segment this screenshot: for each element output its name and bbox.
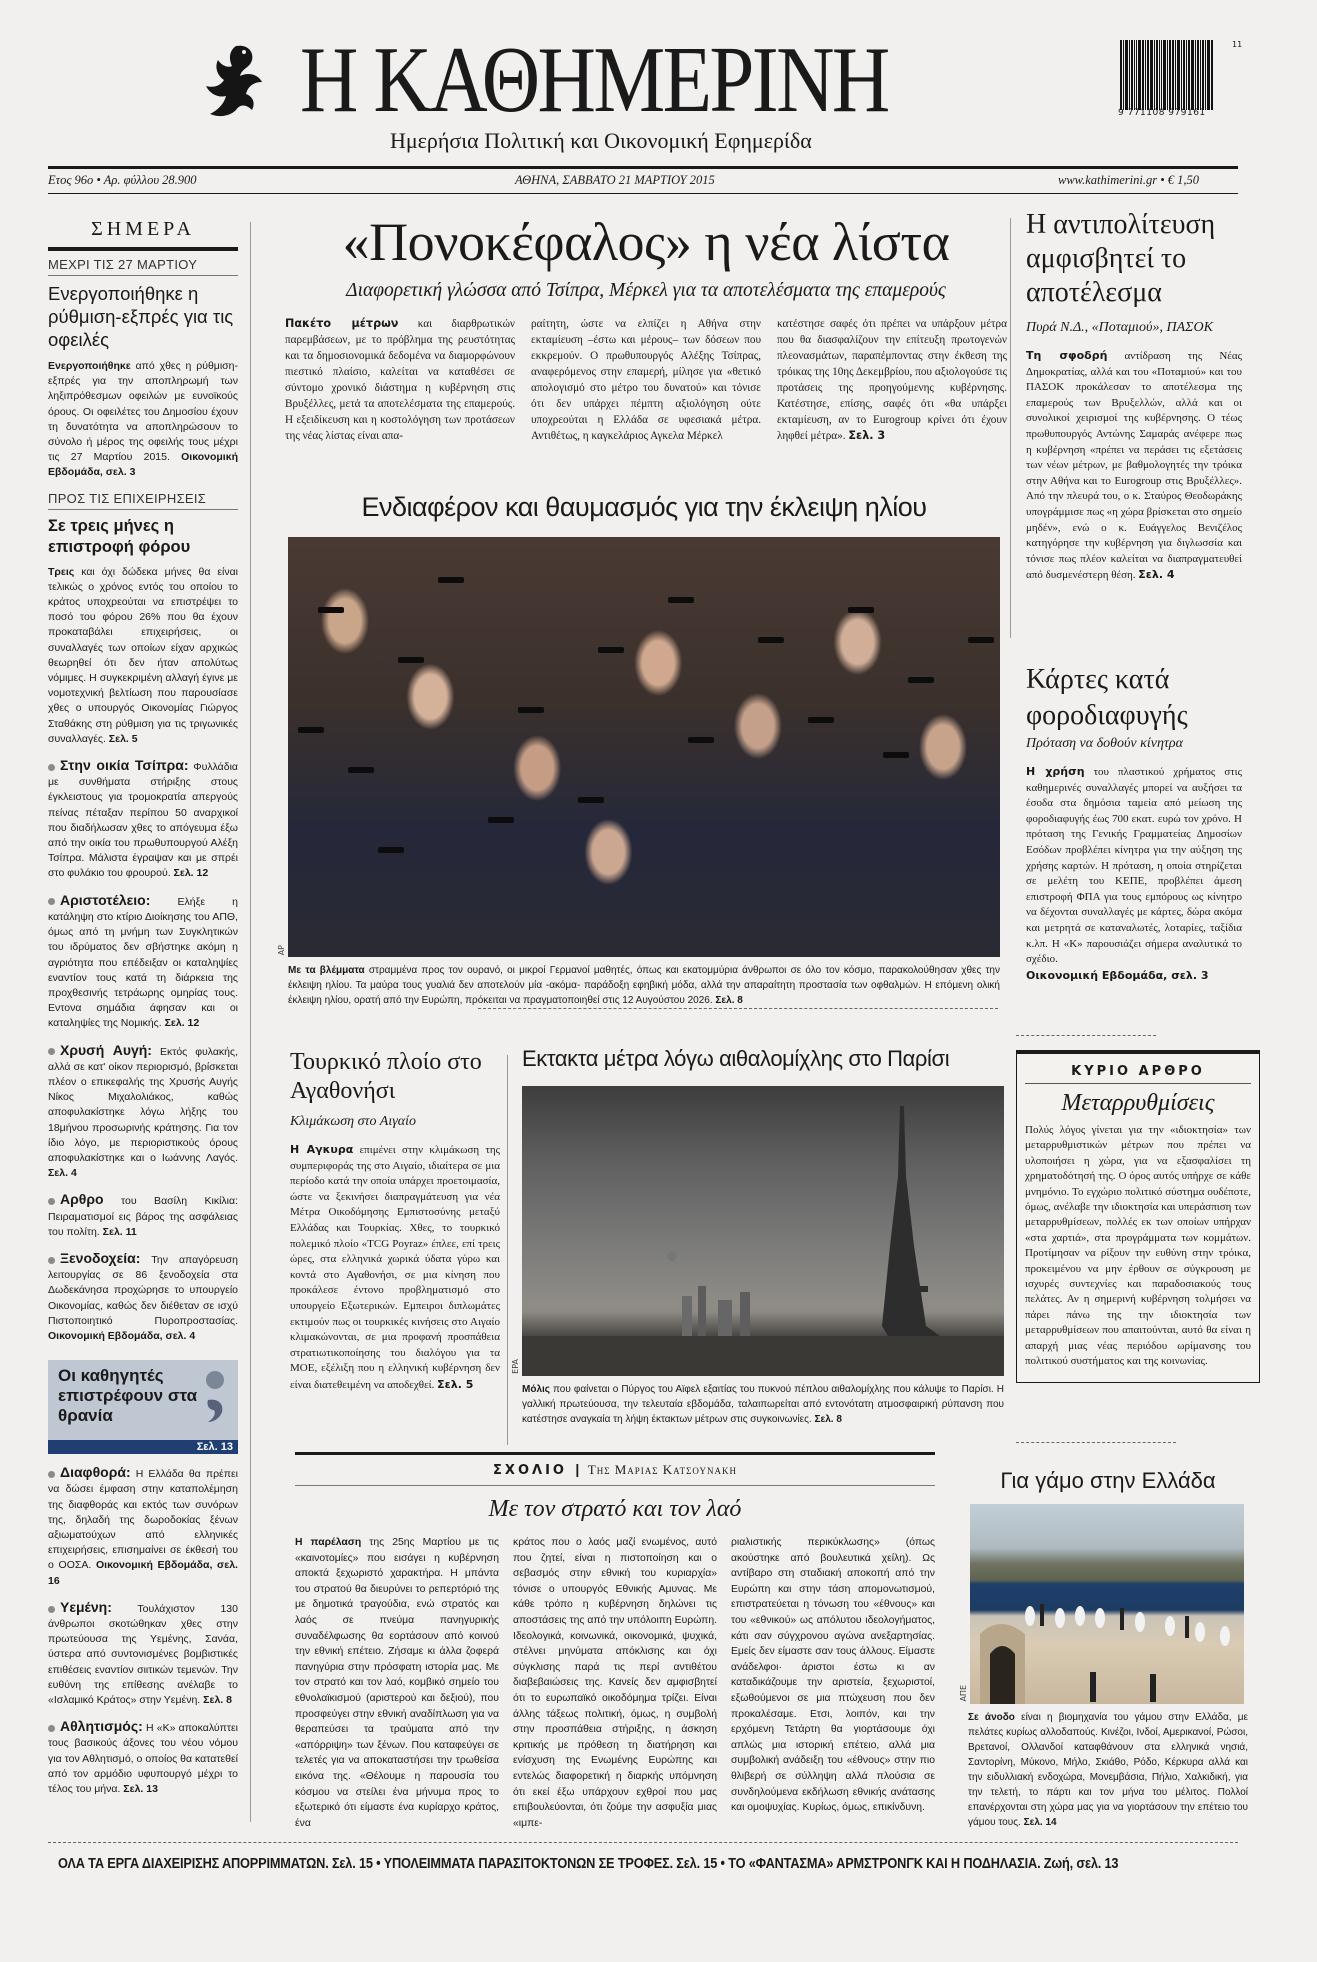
promo-teachers[interactable] <box>48 1360 238 1454</box>
brief-item[interactable]: Υεμένη: Τουλάχιστον 130 άνθρωποι σκοτώθηκαν χθες στην πρωτεύουσα της Υεμένης, Σανάα, ύστερα από συντονισμένες βομβιστικές επιθέσεις εναντίον σιιτικών τεμενών. Την ευθύνη της επίθεσης ανέλαβε το «Ισλαμικό Κράτος» στην Υεμένη. Σελ. 8 <box>48 1598 238 1707</box>
story-body: Η χρήση του πλαστικού χρήματος στις καθημερινές συναλλαγές μπορεί να αυξήσει τα έσοδα στα δημόσια ταμεία από μείωση της φοροδιαφυγής έως 700 εκατ. ευρώ τον χρόνο. Η πρόταση της Γενικής Γραμματείας Δημοσίων Εσόδων προβλέπει κίνητρα για την αύξηση της χρήσης καρτών. Η πρόταση, η οποία στηρίζεται σε μελέτη του ΚΕΠΕ, προβλέπει άμεση επιστροφή ΦΠΑ για τους εμπόρους ως κίνητρο να δέχονται συναλλαγές με κάρτες, δώρα ακόμα και μετρητά σε καταναλωτές, λοταρίες, ταξίδια κ.λπ. Η «Κ» παρουσιάζει σήμερα αναλυτικά το σχέδιο. Οικονομική Εβδομάδα, σελ. 3 <box>1026 765 1242 982</box>
editorial-headline[interactable]: Μεταρρυθμίσεις <box>1061 1090 1215 1116</box>
brief-item[interactable]: Στην οικία Τσίπρα: Φυλλάδια με συνθήματα στήριξης στους έγκλειστους για τρομοκρατία απεργούς πείνας πέταξαν περίπου 50 αναρχικοί που διαδήλωσαν χθες το απόγευμα έξω από την οικία του πρωθυπουργού Αλέξη Τσίπρα. Μάλιστα έγραψαν και με σπρέι στο φυλάκιο του φρουρού. Σελ. 12 <box>48 757 238 880</box>
story-headline[interactable]: Σε τρεις μήνες η επιστροφή φόρου <box>48 516 191 556</box>
story-debt-settlement <box>48 257 238 481</box>
editorial-body: Πολύς λόγος γίνεται για την «ιδιοκτησία» των μεταρρυθμιστικών μέτρων που πρέπει να υλοποιήσει η χώρα, για να εξασφαλίσει τη χρηματοδότησή της. Ο όρος αυτός υπήρχε σε κάθε μνημόνιο. Το εγχώριο πολιτικό σύστημα ουδέποτε, όμως, ανέλαβε την ιδιοκτησία και υπεράσπιση των μεταρρυθμίσεων, πολλές εκ των οποίων υπήρχαν «στα χαρτιά», στα προγράμματα των κομμάτων. Προτίμησαν να ρίξουν την ευθύνη στην τρόικα, προκειμένου να μην έρθουν σε σύγκρουση με ισχυρές συντεχνίες και παραδοσιακούς τους πελάτες. Αν η σημερινή κυβέρνηση τολμήσει να πάρει πάνω της την ιδιοκτησία των μεταρρυθμίσεων που απαιτούνται, αυτό θα είναι η απαρχή μιας νέας περιόδου ωρίμανσης του πολιτικού συστήματος και της κοινωνίας. <box>1025 1124 1251 1368</box>
barcode <box>1120 40 1236 110</box>
section-divider <box>1016 1442 1176 1443</box>
dateline: ΑΘΗΝΑ, ΣΑΒΒΑΤΟ 21 ΜΑΡΤΙΟΥ 2015 <box>515 173 715 187</box>
kicker: ΠΡΟΣ ΤΙΣ ΕΠΙΧΕΙΡΗΣΕΙΣ <box>48 491 238 510</box>
bullet-icon <box>48 1048 55 1055</box>
story-headline[interactable]: Τουρκικό πλοίο στο Αγαθονήσι <box>290 1049 482 1104</box>
promo-title: Οι καθηγητές επιστρέφουν στα θρανία <box>58 1366 198 1426</box>
eclipse-photo[interactable] <box>288 537 1000 957</box>
photo-credit: EPA <box>511 1359 520 1374</box>
story-body: Ενεργοποιήθηκε από χθες η ρύθμιση-εξπρές για την αποπληρωμή των ληξιπρόθεσμων οφειλών με ευνοϊκούς όρους. Οι οφειλέτες του Δημοσίου έχουν τη δυνατότητα να αποπληρώσουν το σύνολο ή μέρος της οφειλής τους μέχρι τις 27 Μαρτίου 2015. Οικονομική Εβδομάδα, σελ. 3 <box>48 360 238 479</box>
quote-comma-icon <box>204 1370 226 1422</box>
editorial-label: ΚΥΡΙΟ ΑΡΘΡΟ <box>1025 1060 1251 1084</box>
column-divider <box>250 222 251 1822</box>
today-column <box>48 218 238 1797</box>
briefs-top <box>48 758 238 1344</box>
eclipse-headline[interactable]: Ενδιαφέρον και θαυμασμός για την έκλειψη ηλίου <box>361 492 927 522</box>
bullet-icon <box>48 1257 55 1264</box>
story-deck: Πυρά Ν.Δ., «Ποταμιού», ΠΑΣΟΚ <box>1026 320 1213 335</box>
photo-credit: ΑΠΕ <box>959 1685 968 1702</box>
editorial-box <box>1016 1050 1260 1383</box>
newspaper-subtitle: Ημερήσια Πολιτική και Οικονομική Εφημερίδα <box>390 128 812 153</box>
brief-item[interactable]: Αριστοτέλειο: Ελήξε η κατάληψη στο κτίριο Διοίκησης του ΑΠΘ, όμως από τη μνήμη των Συγκλητικών του ιδρύματος δεν σβήστηκε ακόμη η αγριότητα που επέδειξαν οι καταληψίες εναντίον τους κατά τη διάρκεια της προχθεσινής τετράωρης ομηρίας τους. Εντονα σημάδια άφησαν και οι καταληψίες της Νομικής. Σελ. 12 <box>48 891 238 1030</box>
story-body: Τη σφοδρή αντίδραση της Νέας Δημοκρατίας, αλλά και του «Ποταμιού» και του ΠΑΣΟΚ προκάλεσαν το αποτέλεσμα της επαμερούς των Βρυξελλών, αλλά και οι συνολικοί χειρισμοί της κυβέρνησης. Ο τέως πρωθυπουργός Αντώνης Σαμαράς ανέφερε πως η κυβέρνηση «πρέπει να περάσει τις εξετάσεις των νέων μέτρων, με βαθμολογητές την τρόικα στην Αθήνα και το Eurogroup στις Βρυξέλλες». Από την πλευρά του, ο κ. Σταύρος Θεοδωράκης υπογράμμισε πως «η χώρα βρίσκεται στο σημείο μηδέν», ενώ ο κ. Ευάγγελος Βενιζέλος κατηγόρησε την κυβέρνηση για διγλωσσία και τόνισε πως πλέον καλείται να διαπραγματευθεί από δυσμενέστερη θέση. Σελ. 4 <box>1026 349 1243 582</box>
section-rule <box>48 247 238 251</box>
brief-item[interactable]: Αρθρο του Βασίλη Κικίλια: Πειραματισμοί εις βάρος της ασφάλειας του πολίτη. Σελ. 11 <box>48 1191 238 1238</box>
website-price: www.kathimerini.gr • € 1,50 <box>1058 173 1199 187</box>
footer-divider <box>48 1842 1238 1843</box>
year-issue: Ετος 96ο • Αρ. φύλλου 28.900 <box>48 173 197 187</box>
brief-item[interactable]: Αθλητισμός: Η «Κ» αποκαλύπτει τους βασικούς άξονες του νέου νόμου για τον Αθλητισμό, ο οποίος θα κατατεθεί από τον αρμόδιο υφυπουργό μέχρι το τέλος του μήνα. Σελ. 13 <box>48 1718 238 1796</box>
story-body: Η Αγκυρα επιμένει στην κλιμάκωση της συμπεριφοράς της στο Αιγαίο, ιδιαίτερα σε μια περίοδο κατά την οποία υπάρχει προετοιμασία, ώστε να ξεκινήσει διαπραγμάτευση για νέα Μέτρα Οικοδόμησης Εμπιστοσύνης μεταξύ Ελλάδας και Τουρκίας. Χθες, το τουρκικό πολεμικό πλοίο «TCG Poyraz» έπλεε, επί τρεις ώρες, στα ελληνικά χωρικά ύδατα γύρω και κοντά στο Αγαθονήσι, σε μια κίνηση που προκάλεσε έντονο προβληματισμό στο υπουργείο Εξωτερικών. Εμπειροι διπλωμάτες εκτιμούν πως οι τουρκικές κινήσεις στο Αιγαίο κλιμακώνονται, σε μια προφανή προσπάθεια στρατιωτικοποίησης του διαλόγου για τα ΜΟΕ, εξέλιξη που η ελληνική κυβέρνηση δεν είναι διατεθειμένη να αποδεχθεί. Σελ. 5 <box>290 1143 500 1391</box>
masthead-rule-bottom <box>48 193 1238 194</box>
wedding-crowd-illustration <box>970 1504 1244 1704</box>
footer-teasers[interactable]: ΟΛΑ ΤΑ ΕΡΓΑ ΔΙΑΧΕΙΡΙΣΗΣ ΑΠΟΡΡΙΜΜΑΤΩΝ. Σελ. 15 • ΥΠΟΛΕΙΜΜΑΤΑ ΠΑΡΑΣΙΤΟΚΤΟΝΩΝ ΣΕ ΤΡΟΦΕΣ. Σελ. 15 • ΤΟ «ΦΑΝΤΑΣΜΑ» ΑΡΜΣΤΡΟΝΓΚ ΚΑΙ Η ΠΟΔΗΛΑΣΙΑ. Ζωή, σελ. 13 <box>58 1856 1119 1872</box>
turkish-ship-story <box>290 1048 500 1394</box>
commentary-col-3: ριαλιστικής περικύκλωσης» (όπως ακούστηκε από βουλευτικά χείλη). Ως αντίβαρο στη σταδιακή αποκοπή από την Ευρώπη και στην τάση απομονωτισμού, επιστρατεύεται η τόνωση του «έθνους» και του «εθνικού» ως απόλυτου ιδεολογήματος, κάτι σαν σύγχρονου αγώνα ανεξαρτησίας. Εμείς δεν είμαστε σαν τους άλλους. Είμαστε ανάδελφοι· άριστοι έστω κι αν καταδικάζουμε την αριστεία, ξεχωριστοί, εξωθούμενοι σε μια πτώχευση που δεν προκαλέσαμε. Ετσι, λοιπόν, και την ερχόμενη Τετάρτη θα γιορτάσουμε όχι απλώς μια ιστορική επέτειο, αλλά μια συμβολική ανάδειξη του «έθνους» στην πιο θλιβερή σε σύλληψη αλλά πλούσια σε συνδηλούμενα εκδήλωση εθνικής ανάτασης και ομοψυχίας. Κυρίως, όμως, επικίνδυνη. <box>731 1537 935 1814</box>
wedding-caption: Σε άνοδο είναι η βιομηχανία του γάμου στην Ελλάδα, με πελάτες κυρίως αλλοδαπούς. Κινέζοι, Ινδοί, Αμερικανοί, Ρώσοι, Βρετανοί, Ολλανδοί καταφθάνουν στα ελληνικά νησιά, Σαντορίνη, Μύκονο, Μήλο, Σκιάθο, Ρόδο, Κέρκυρα αλλά και την ειδυλλιακή ενδοχώρα, Μονεμβάσια, Πήλιο, Χαλκιδική, για την τελετή, το πάρτι και τον μήνα του μέλιτος. Πολλοί επανέρχονται στη χώρα μας για να γιορτάσουν την επέτειο του γάμου τους. Σελ. 14 <box>968 1712 1248 1828</box>
bullet-icon <box>48 1606 55 1613</box>
cards-story <box>1026 662 1242 983</box>
lead-story <box>285 210 1007 444</box>
story-tax-refund <box>48 491 238 747</box>
bullet-icon <box>48 898 55 905</box>
story-headline[interactable]: Κάρτες κατά φοροδιαφυγής <box>1026 664 1188 731</box>
commentary-col-2: κράτος που ο λαός μαζί ενωμένος, αυτό που ζητεί, είναι η πιστοποίηση και ο σεβασμός στην εθνική του κυριαρχία» τόνισε ο υπουργός Εθνικής Αμυνας. Με κάθε τρόπο η κυβέρνηση δηλώνει τις αποστάσεις της από την υπόλοιπη Ευρώπη. Ιδεολογικά, κοινωνικά, οικονομικά, ψυχικά, στέλνει μηνύματα απόκλισης και όχι σύγκλισης παρά τις περί αντιθέτου διαβεβαιώσεις της. Κανείς δεν αμφισβητεί ότι το ευρωπαϊκό οικοδόμημα τρίζει. Είναι άλλης τάξεως πολιτική, όμως, η συμβολή στην προσπάθεια στήριξης, η άσκηση κριτικής με πρόθεση τη διατήρηση και ενίσχυση της Ενωμένης Ευρώπης και εντελώς διαφορετική η διαρκής υπόμνηση ότι εκεί έξω υπάρχουν εχθροί που μας επιβουλεύονται, ότι ζούμε την ασφυξία μιας «ιμπε- <box>513 1537 717 1829</box>
lead-deck: Διαφορετική γλώσσα από Τσίπρα, Μέρκελ για τα αποτελέσματα της επαμερούς <box>346 280 946 301</box>
eiffel-tower-illustration <box>522 1086 1004 1376</box>
commentary-byline: Της Μαριας Κατσουνακη <box>587 1462 737 1477</box>
lead-col-3: κατέστησε σαφές ότι πρέπει να υπάρξουν μέτρα που θα διασφαλίζουν την επίτευξη πρωτογενών πλεονασμάτων, παραπέμποντας στην έκθεση της τρόικας της 10ης Δεκεμβρίου, που αξιολογούσε τις προτάσεις της προηγούμενης κυβέρνησης. Κατέστησε, επίσης, σαφές ότι «θα υπάρξει εκταμίευση, αν το Eurogroup κρίνει ότι έχουν ληφθεί μέτρα». Σελ. 3 <box>777 318 1007 442</box>
lead-col-2: ραίτητη, ώστε να ελπίζει η Αθήνα στην εκταμίευση –έστω και μέρους– των δόσεων που εκκρεμούν. Ο πρωθυπουργός Αλέξης Τσίπρας, αναφερόμενος στην επαμερή, μίλησε για «θετικό απολογισμό στο μέτρο του δυνατού» και τόνισε ότι δεν υπάρχει πέμπτη αξιολόγηση ούτε υποχρεούται η Ελλάδα σε υφεσιακά μέτρα. Αντιθέτως, η καγκελάριος Αγκελα Μέρκελ <box>531 318 761 442</box>
griffin-logo-icon <box>196 38 282 124</box>
eclipse-caption: Με τα βλέμματα στραμμένα προς τον ουρανό, οι μικροί Γερμανοί μαθητές, όπως και εκατομμύρια άνθρωποι σε όλο τον κόσμο, παρακολούθησαν χθες την έκλειψη ηλίου. Τα μαύρα τους γυαλιά δεν αποτελούν μία -ακόμα- παράδοξη εφηβική μόδα, αλλά την απαραίτητη προστασία των οφθαλμών. Η επόμενη ολική έκλειψη ηλίου, ορατή από την Ευρώπη, πρόκειται να πραγματοποιηθεί στις 12 Αυγούστου 2026. Σελ. 8 <box>288 965 1000 1006</box>
story-headline[interactable]: Ενεργοποιήθηκε η ρύθμιση-εξπρές για τις οφειλές <box>48 283 234 350</box>
eclipse-story <box>277 492 1000 1008</box>
paris-photo[interactable] <box>522 1086 1004 1376</box>
bullet-icon <box>48 1471 55 1478</box>
right-column-divider <box>1010 218 1011 638</box>
paris-caption: Μόλις που φαίνεται ο Πύργος του Αϊφελ εξαιτίας του πυκνού πέπλου αιθαλομίχλης που κάλυψε το Παρίσι. Η γαλλική πρωτεύουσα, την τελευταία εβδομάδα, ταλαιπωρείται από εντονότατη ατμοσφαιρική ρύπανση που κατέστησε αναγκαία τη λήψη έκτακτων μέτρων στις συγκοινωνίες. Σελ. 8 <box>522 1384 1004 1425</box>
brief-item[interactable]: Χρυσή Αυγή: Εκτός φυλακής, αλλά σε κατ' οίκον περιορισμό, βρίσκεται πλέον ο επικεφαλής της Χρυσής Αυγής Νίκος Μιχαλολιάκος, καθώς αποφυλακίστηκε λόγω λήξης του 18μήνου προσωρινής κράτησης. Για τον ίδιο λόγο, με περιοριστικούς όρους αποφυλακίστηκε και ο Ιωάννης Λαγός. Σελ. 4 <box>48 1041 238 1180</box>
column-divider <box>507 1055 508 1445</box>
masthead <box>0 0 1317 200</box>
bullet-icon <box>48 1198 55 1205</box>
eclipse-glasses-pattern <box>288 537 1000 957</box>
bullet-icon <box>48 764 55 771</box>
brief-item[interactable]: Ξενοδοχεία: Την απαγόρευση λειτουργίας σε 86 ξενοδοχεία στα Δωδεκάνησα προχώρησε το υπουργείο Οικονομίας, καθώς δεν διέθεταν σε ισχύ Πιστοποιητικό Πυροπροστασίας. Οικονομική Εβδομάδα, σελ. 4 <box>48 1249 238 1342</box>
wedding-story <box>959 1468 1248 1830</box>
kicker: ΜΕΧΡΙ ΤΙΣ 27 ΜΑΡΤΙΟΥ <box>48 257 238 276</box>
story-deck: Κλιμάκωση στο Αιγαίο <box>290 1114 416 1129</box>
barcode-issue: 11 <box>1232 40 1243 49</box>
newspaper-title: Η ΚΑΘΗΜΕΡΙΝΗ <box>300 28 888 132</box>
opposition-story <box>1026 208 1242 584</box>
story-body: Τρεις και όχι δώδεκα μήνες θα είναι τελικώς ο χρόνος εντός του οποίου το κράτος υποχρεούται να επιστρέψει το ποσό του φόρου 26% που θα έχουν προκαταβάλει επιχειρήσεις, οι συναλλαγές των οποίων είχαν αρχικώς θεωρηθεί ότι δεν ήταν απολύτως νόμιμες. Η συγκεκριμένη αλλαγή έγινε με νομοτεχνική βελτίωση που παρουσίασε χθες ο υπουργός Οικονομίας Γιώργος Σταθάκης στη ρύθμιση για τις τριγωνικές συναλλαγές. Σελ. 5 <box>48 565 238 745</box>
paris-smog-story <box>511 1046 1004 1427</box>
story-deck: Πρόταση να δοθούν κίνητρα <box>1026 736 1183 751</box>
wedding-photo[interactable] <box>970 1504 1244 1704</box>
story-headline[interactable]: Εκτακτα μέτρα λόγω αιθαλομίχλης στο Παρίσι <box>522 1046 950 1071</box>
photo-credit: AP <box>277 944 286 955</box>
commentary-headline[interactable]: Με τον στρατό και τον λαό <box>488 1496 742 1522</box>
promo-page: Σελ. 13 <box>48 1440 238 1454</box>
masthead-rule-top <box>48 166 1238 169</box>
lead-col-1: Πακέτο μέτρων και διαρθρωτικών παρεμβάσεων, με το πρόβλημα της ρευστότητας και τα δημοσιονομικά δεδομένα να διαμορφώνουν πιεστικό πλαίσιο, καλείται να καταθέσει σε σύντομο χρονικό διάστημα η κυβέρνηση στις Βρυξέλλες, μετά τα αποτελέσματα της επαμερούς. Η εξειδίκευση και η κοστολόγηση των προτάσεων της νέας λίστας είναι απα- <box>285 317 515 442</box>
commentary-label: ΣΧΟΛΙΟ <box>493 1463 567 1478</box>
commentary <box>295 1452 935 1831</box>
section-divider <box>1016 1035 1156 1036</box>
commentary-col-1: Η παρέλαση της 25ης Μαρτίου με τις «καινοτομίες» που εισάγει η κυβέρνηση αποκτά ξεχωριστό χαρακτήρα. Η μπάντα του στρατού θα διευρύνει το ρεπερτόριό της με δημοτικά τραγούδια, ενώ στρατός και λαός σε πνεύμα πανηγυρικής συναδέλφωσης θα εορτάσουν από κοινού την εθνική επέτειο. Ζήσαμε κι άλλα ζοφερά πανηγύρια στην πρόσφατη ιστορία μας. Με τον στρατό και τον λαό, κομβικό σημείο του εθνολαϊκισμού (αριστερού και δεξιού), που προσφεύγει στην εθνική αναδίπλωση για να θεραπεύσει τα τραύματα από την «απόρριψη» των ξένων. Που καταφεύγει σε τελετές για να αποκαταστήσει την τρωθείσα εικόνα της. «Θέλουμε η παρουσία του κόσμου να στείλει ένα μήνυμα προς το εξωτερικό ότι είμαστε ένα κυρίαρχο κράτος, ένα <box>295 1537 499 1829</box>
label-separator: | <box>575 1461 580 1477</box>
bullet-icon <box>48 1725 55 1732</box>
barcode-number: 9 771108 979161 <box>1118 108 1206 118</box>
brief-item[interactable]: Διαφθορά: Η Ελλάδα θα πρέπει να δώσει έμφαση στην καταπολέμηση της διαφθοράς και εκτός των συνόρων της, δηλαδή της δωροδοκίας ξένων αξιωματούχων από ελληνικές επιχειρήσεις, επισημαίνει σε έκθεσή του ο ΟΟΣΑ. Οικονομική Εβδομάδα, σελ. 16 <box>48 1464 238 1587</box>
section-title-today: ΣΗΜΕΡΑ <box>91 218 195 240</box>
briefs-bottom <box>48 1465 238 1797</box>
story-headline[interactable]: Η αντιπολίτευση αμφισβητεί το αποτέλεσμα <box>1026 209 1216 308</box>
lead-headline[interactable]: «Πονοκέφαλος» η νέα λίστα <box>342 212 950 272</box>
story-headline[interactable]: Για γάμο στην Ελλάδα <box>1000 1468 1216 1493</box>
section-divider <box>478 1008 998 1009</box>
